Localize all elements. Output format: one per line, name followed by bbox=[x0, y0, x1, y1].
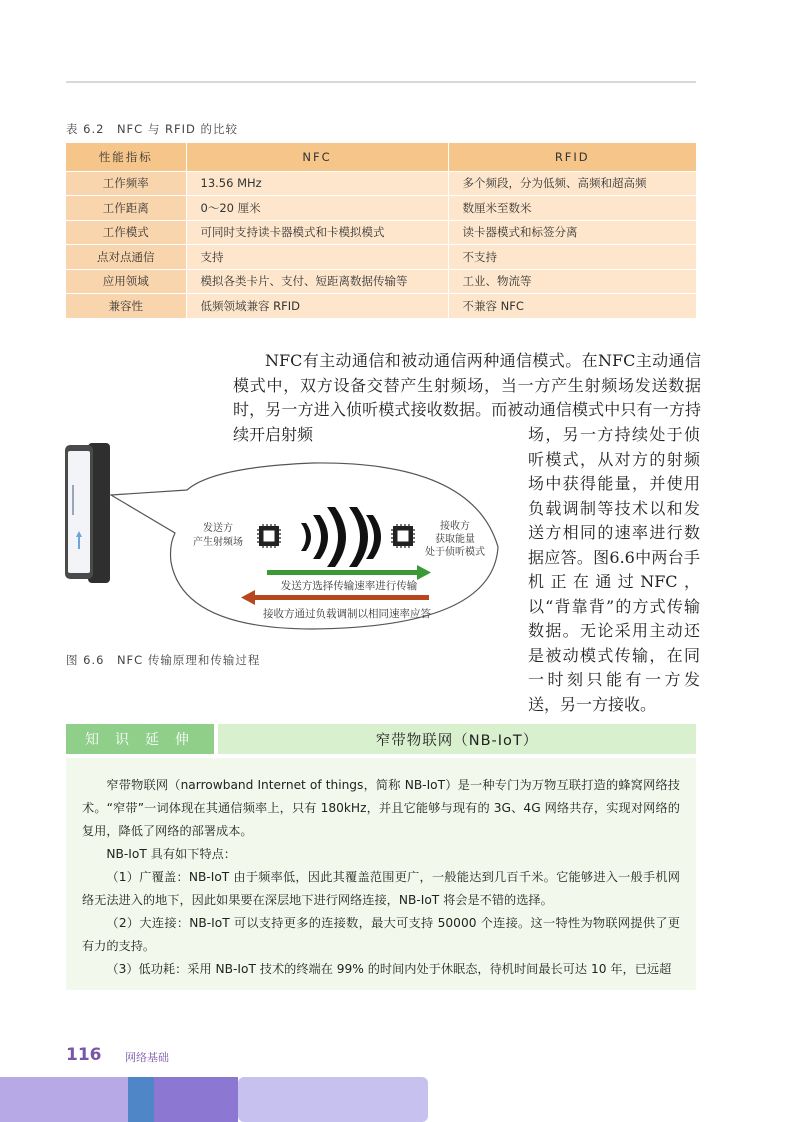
body-paragraph-passive-mode: 场，另一方持续处于侦听模式，从对方的射频场中获得能量，并使用负载调制等技术以和发送方相同的速率进行数据应答。图6.6中两台手机正在通过NFC，以“背靠背”的方式传输数据。无论采用主动还是被动模式传输，在同一时刻只能有一方发送，另一方接收。 bbox=[528, 425, 700, 714]
table-header-cell: NFC bbox=[186, 143, 448, 171]
footer-band-segment bbox=[0, 1077, 128, 1122]
back-arrow-shaft bbox=[253, 595, 429, 600]
table-cell: 点对点通信 bbox=[66, 245, 186, 270]
table-cell: 支持 bbox=[186, 245, 448, 270]
receiver-label: 获取能量 bbox=[435, 534, 475, 545]
table-cell: 模拟各类卡片、支付、短距离数据传输等 bbox=[186, 269, 448, 294]
comparison-table bbox=[66, 143, 696, 318]
table-cell: 低频领域兼容 RFID bbox=[186, 294, 448, 319]
extension-paragraph: （1）广覆盖：NB-IoT 由于频率低，因此其覆盖范围更广，一般能达到几百千米。它能够进入一般手机网络无法进入的地下，因此如果要在深层地下进行网络连接，NB-IoT 将会是不错的选择。 bbox=[82, 870, 680, 907]
table-row bbox=[66, 269, 696, 294]
table-row bbox=[66, 196, 696, 221]
receiver-label: 接收方 bbox=[440, 521, 470, 532]
extension-title: 窄带物联网（NB-IoT） bbox=[218, 724, 696, 754]
table-cell: 多个频段，分为低频、高频和超高频 bbox=[448, 171, 696, 196]
footer-band-segment bbox=[154, 1077, 238, 1122]
table-cell: 工作频率 bbox=[66, 171, 186, 196]
footer-band-segment bbox=[128, 1077, 154, 1122]
table-cell: 不兼容 NFC bbox=[448, 294, 696, 319]
table-header-row bbox=[66, 143, 696, 171]
back-arrow-label: 接收方通过负载调制以相同速率应答 bbox=[263, 608, 431, 620]
extension-paragraph: 窄带物联网（narrowband Internet of things，简称 NB-IoT）是一种专门为万物互联打造的蜂窝网络技术。“窄带”一词体现在其通信频率上，只有 180kHz，并且它能够与现有的 3G、4G 网络共存，实现对网络的复用，降低了网络的部署成本。 bbox=[82, 778, 680, 838]
book-title: 网络基础 bbox=[125, 1051, 169, 1064]
table-cell: 工作距离 bbox=[66, 196, 186, 221]
phone-screen bbox=[68, 451, 90, 573]
extension-tag: 知识延伸 bbox=[66, 724, 214, 754]
forward-arrow-label: 发送方选择传输速率进行传输 bbox=[280, 580, 418, 592]
footer-color-band bbox=[0, 1077, 440, 1122]
table-cell: 不支持 bbox=[448, 245, 696, 270]
receiver-label: 处于侦听模式 bbox=[425, 547, 485, 558]
page-number: 116 bbox=[66, 1045, 102, 1065]
forward-arrow-shaft bbox=[267, 570, 419, 575]
extension-box bbox=[66, 758, 696, 990]
sender-label: 产生射频场 bbox=[193, 537, 243, 548]
extension-header bbox=[66, 724, 696, 754]
extension-paragraph: （3）低功耗：采用 NB-IoT 技术的终端在 99% 的时间内处于休眠态，待机时间最长可达 10 年，已远超 bbox=[106, 962, 672, 976]
table-cell: 应用领域 bbox=[66, 269, 186, 294]
nfc-transmission-figure bbox=[63, 437, 501, 641]
figure-caption: 图 6.6 NFC 传输原理和传输过程 bbox=[66, 653, 261, 667]
table-cell: 可同时支持读卡器模式和卡模拟模式 bbox=[186, 220, 448, 245]
table-cell: 13.56 MHz bbox=[186, 171, 448, 196]
extension-paragraph: NB-IoT 具有如下特点： bbox=[106, 847, 236, 861]
table-row bbox=[66, 294, 696, 319]
table-header-cell: 性能指标 bbox=[66, 143, 186, 171]
receiver-chip-icon bbox=[391, 524, 415, 548]
sender-chip-icon bbox=[257, 524, 281, 548]
top-rule bbox=[66, 81, 696, 83]
table-cell: 数厘米至数米 bbox=[448, 196, 696, 221]
table-row bbox=[66, 171, 696, 196]
table-header-cell: RFID bbox=[448, 143, 696, 171]
table-cell: 工业、物流等 bbox=[448, 269, 696, 294]
footer-band-segment bbox=[238, 1077, 428, 1122]
table-row bbox=[66, 245, 696, 270]
table-cell: 读卡器模式和标签分离 bbox=[448, 220, 696, 245]
phone-screen-text bbox=[72, 485, 74, 515]
extension-paragraph: （2）大连接：NB-IoT 可以支持更多的连接数，最大可支持 50000 个连接。这一特性为物联网提供了更有力的支持。 bbox=[82, 916, 680, 953]
sender-label: 发送方 bbox=[203, 523, 233, 534]
body-paragraph-nfc-modes: NFC有主动通信和被动通信两种通信模式。在NFC主动通信模式中，双方设备交替产生射频场，当一方产生射频场发送数据时，另一方进入侦听模式接收数据。而被动通信模式中只有一方持续开启射频 bbox=[233, 351, 701, 444]
table-cell: 兼容性 bbox=[66, 294, 186, 319]
table-caption: 表 6.2 NFC 与 RFID 的比较 bbox=[66, 122, 239, 136]
table-row bbox=[66, 220, 696, 245]
table-cell: 0〜20 厘米 bbox=[186, 196, 448, 221]
table-cell: 工作模式 bbox=[66, 220, 186, 245]
